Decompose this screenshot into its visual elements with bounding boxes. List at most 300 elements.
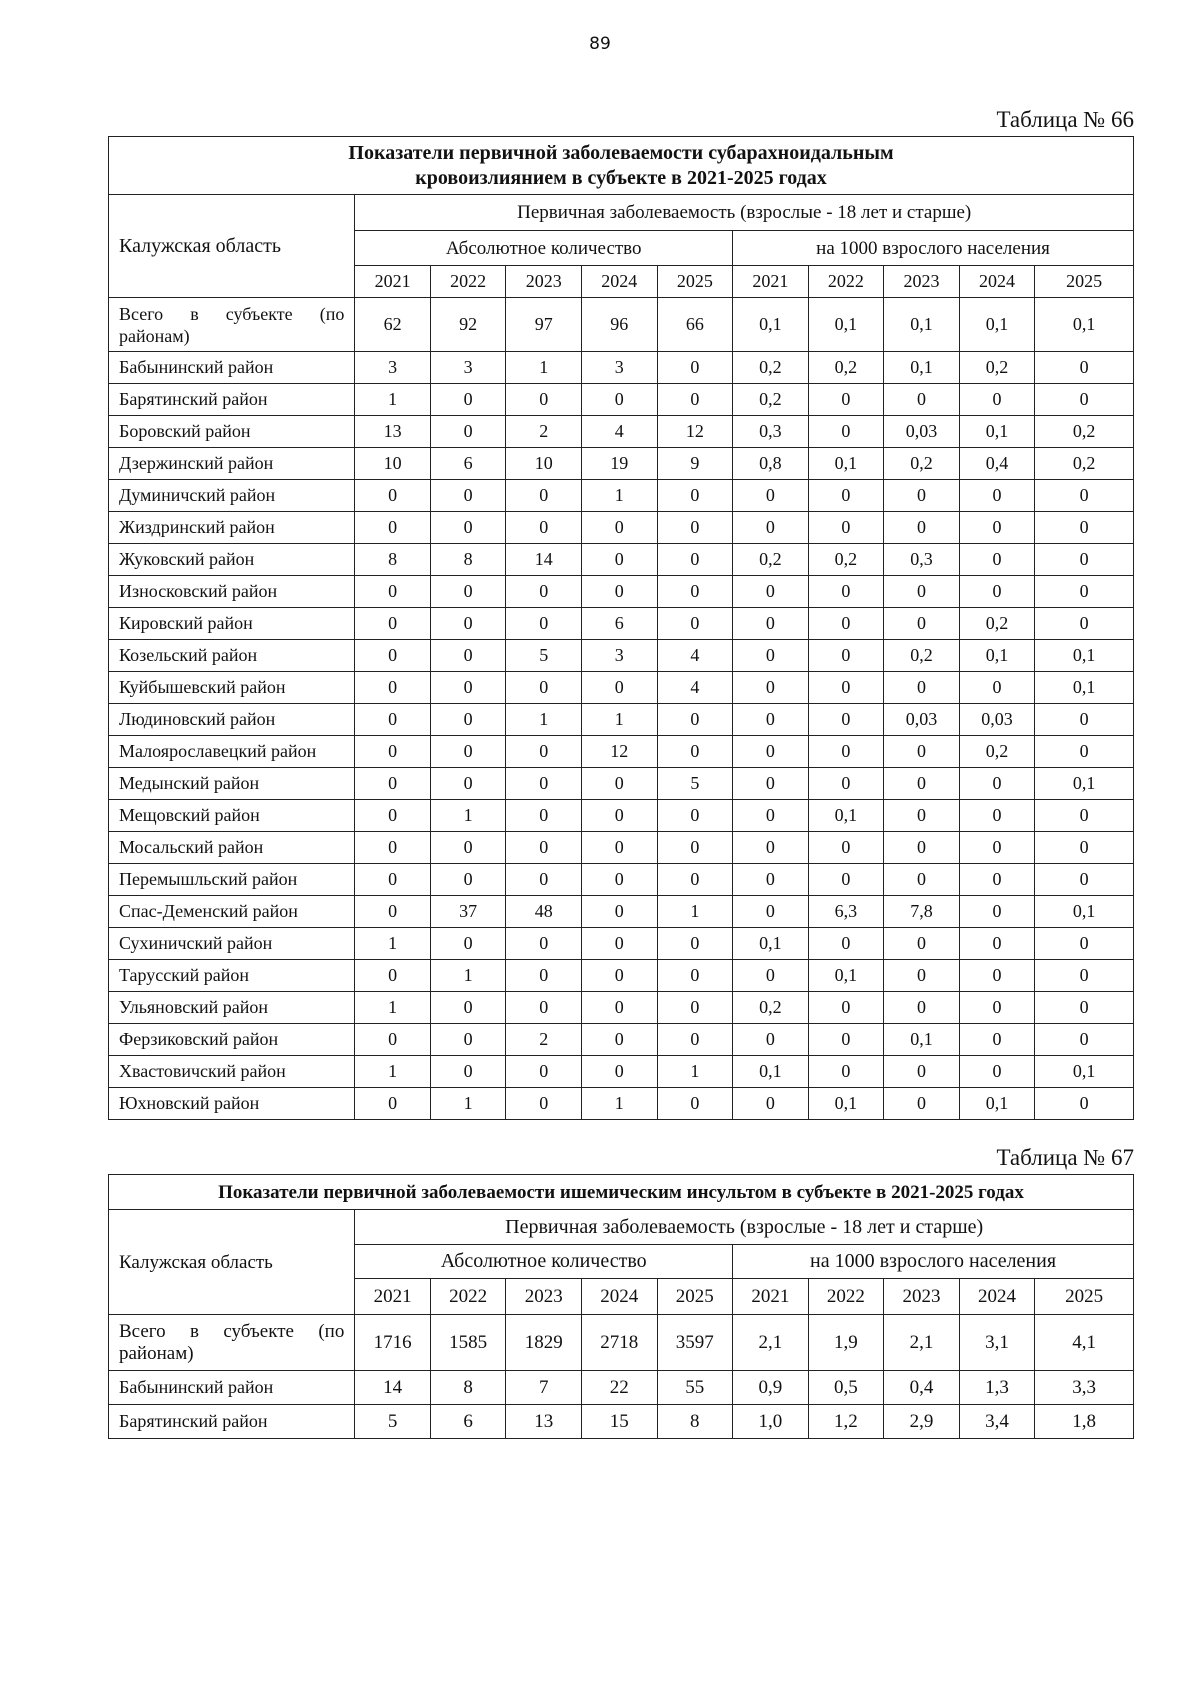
value-cell: 97 xyxy=(506,298,582,352)
value-cell: 0,2 xyxy=(959,352,1035,384)
year-header: 2022 xyxy=(430,1279,506,1315)
value-cell: 0,1 xyxy=(1035,640,1134,672)
value-cell: 0 xyxy=(355,800,431,832)
value-cell: 1,0 xyxy=(733,1405,809,1439)
value-cell: 0 xyxy=(733,960,809,992)
value-cell: 0 xyxy=(430,640,506,672)
table-66-caption: Таблица № 66 xyxy=(996,107,1134,132)
value-cell: 13 xyxy=(355,416,431,448)
table-67-caption: Таблица № 67 xyxy=(996,1145,1134,1170)
value-cell: 0 xyxy=(808,416,884,448)
table-row xyxy=(109,992,1134,1024)
value-cell: 12 xyxy=(657,416,733,448)
value-cell: 0 xyxy=(355,480,431,512)
region-name: Козельский район xyxy=(109,640,355,672)
value-cell: 0 xyxy=(582,896,658,928)
value-cell: 19 xyxy=(582,448,658,480)
value-cell: 0 xyxy=(430,704,506,736)
value-cell: 0 xyxy=(959,992,1035,1024)
value-cell: 0 xyxy=(884,1056,960,1088)
value-cell: 0 xyxy=(733,1088,809,1120)
value-cell: 0,2 xyxy=(959,608,1035,640)
table-row xyxy=(109,1405,1134,1439)
value-cell: 3 xyxy=(430,352,506,384)
region-name: Износковский район xyxy=(109,576,355,608)
value-cell: 0 xyxy=(733,480,809,512)
value-cell: 0,2 xyxy=(1035,448,1134,480)
value-cell: 1 xyxy=(582,704,658,736)
value-cell: 8 xyxy=(355,544,431,576)
value-cell: 0 xyxy=(657,832,733,864)
value-cell: 0 xyxy=(1035,608,1134,640)
value-cell: 0,1 xyxy=(959,416,1035,448)
value-cell: 1 xyxy=(506,352,582,384)
value-cell: 0 xyxy=(506,800,582,832)
table-66-header-main: Первичная заболеваемость (взрослые - 18 лет и старше) xyxy=(355,195,1134,231)
value-cell: 0,1 xyxy=(733,928,809,960)
value-cell: 0 xyxy=(582,384,658,416)
value-cell: 0 xyxy=(884,800,960,832)
region-name: Бабынинский район xyxy=(109,352,355,384)
value-cell: 0 xyxy=(355,1024,431,1056)
value-cell: 0,1 xyxy=(959,298,1035,352)
value-cell: 0 xyxy=(884,928,960,960)
value-cell: 0 xyxy=(582,832,658,864)
value-cell: 0 xyxy=(430,672,506,704)
value-cell: 0 xyxy=(430,864,506,896)
value-cell: 0 xyxy=(808,480,884,512)
value-cell: 0 xyxy=(884,736,960,768)
value-cell: 0 xyxy=(657,800,733,832)
value-cell: 22 xyxy=(581,1371,657,1405)
value-cell: 3,1 xyxy=(959,1315,1035,1371)
value-cell: 0 xyxy=(959,832,1035,864)
value-cell: 1 xyxy=(582,480,658,512)
value-cell: 1585 xyxy=(430,1315,506,1371)
value-cell: 0 xyxy=(355,640,431,672)
value-cell: 0 xyxy=(506,928,582,960)
value-cell: 0 xyxy=(1035,960,1134,992)
value-cell: 0 xyxy=(733,864,809,896)
year-header: 2024 xyxy=(582,266,658,298)
table-total-row xyxy=(109,298,1134,352)
year-header: 2025 xyxy=(657,266,733,298)
table-row xyxy=(109,384,1134,416)
value-cell: 0 xyxy=(884,768,960,800)
value-cell: 1,2 xyxy=(808,1405,884,1439)
table-66-title xyxy=(109,137,1134,195)
value-cell: 0,1 xyxy=(733,1056,809,1088)
table-row xyxy=(109,544,1134,576)
value-cell: 4 xyxy=(657,640,733,672)
value-cell: 0 xyxy=(733,832,809,864)
table-row xyxy=(109,1088,1134,1120)
value-cell: 0 xyxy=(733,512,809,544)
value-cell: 0 xyxy=(808,512,884,544)
value-cell: 0 xyxy=(1035,384,1134,416)
value-cell: 0 xyxy=(506,992,582,1024)
value-cell: 1 xyxy=(430,800,506,832)
value-cell: 1 xyxy=(355,1056,431,1088)
value-cell: 0 xyxy=(733,672,809,704)
value-cell: 0 xyxy=(506,832,582,864)
region-name: Малоярославецкий район xyxy=(109,736,355,768)
value-cell: 0 xyxy=(808,1024,884,1056)
value-cell: 0 xyxy=(657,512,733,544)
value-cell: 4 xyxy=(582,416,658,448)
value-cell: 1829 xyxy=(506,1315,582,1371)
table-row xyxy=(109,736,1134,768)
value-cell: 0 xyxy=(657,576,733,608)
value-cell: 0 xyxy=(506,960,582,992)
value-cell: 2,9 xyxy=(884,1405,960,1439)
value-cell: 0 xyxy=(884,672,960,704)
table-66-title-line-1: Показатели первичной заболеваемости субарахноидальным xyxy=(348,141,894,164)
year-header: 2023 xyxy=(884,266,960,298)
table-67-title-row xyxy=(109,1175,1134,1210)
value-cell: 0 xyxy=(733,704,809,736)
value-cell: 0 xyxy=(657,1024,733,1056)
table-66-body xyxy=(109,298,1134,1120)
value-cell: 0 xyxy=(959,1024,1035,1056)
value-cell: 48 xyxy=(506,896,582,928)
region-name: Людиновский район xyxy=(109,704,355,736)
value-cell: 0 xyxy=(1035,352,1134,384)
value-cell: 0,3 xyxy=(884,544,960,576)
table-row xyxy=(109,608,1134,640)
year-header: 2023 xyxy=(506,1279,582,1315)
value-cell: 0 xyxy=(1035,704,1134,736)
value-cell: 0 xyxy=(808,992,884,1024)
year-header: 2025 xyxy=(657,1279,733,1315)
year-header: 2023 xyxy=(506,266,582,298)
value-cell: 1 xyxy=(657,1056,733,1088)
value-cell: 0 xyxy=(657,704,733,736)
value-cell: 0,1 xyxy=(884,1024,960,1056)
region-name: Боровский район xyxy=(109,416,355,448)
value-cell: 0 xyxy=(506,576,582,608)
value-cell: 1,3 xyxy=(959,1371,1035,1405)
value-cell: 0 xyxy=(959,768,1035,800)
value-cell: 0 xyxy=(959,672,1035,704)
value-cell: 0 xyxy=(355,672,431,704)
table-67-title: Показатели первичной заболеваемости ишемическим инсультом в субъекте в 2021-2025 годах xyxy=(109,1175,1134,1210)
value-cell: 0 xyxy=(657,1088,733,1120)
value-cell: 0 xyxy=(808,384,884,416)
value-cell: 0 xyxy=(506,768,582,800)
value-cell: 0 xyxy=(733,800,809,832)
value-cell: 0 xyxy=(884,1088,960,1120)
value-cell: 0 xyxy=(959,928,1035,960)
value-cell: 0,2 xyxy=(733,544,809,576)
value-cell: 0,3 xyxy=(733,416,809,448)
value-cell: 0 xyxy=(430,480,506,512)
value-cell: 5 xyxy=(657,768,733,800)
year-header: 2021 xyxy=(355,266,431,298)
value-cell: 6 xyxy=(582,608,658,640)
value-cell: 3,4 xyxy=(959,1405,1035,1439)
table-row xyxy=(109,800,1134,832)
value-cell: 0 xyxy=(959,960,1035,992)
value-cell: 0,2 xyxy=(808,544,884,576)
table-row xyxy=(109,896,1134,928)
value-cell: 0 xyxy=(1035,928,1134,960)
value-cell: 0,5 xyxy=(808,1371,884,1405)
value-cell: 0,9 xyxy=(733,1371,809,1405)
table-row xyxy=(109,1056,1134,1088)
region-name: Перемышльский район xyxy=(109,864,355,896)
value-cell: 0 xyxy=(582,576,658,608)
value-cell: 0 xyxy=(582,928,658,960)
value-cell: 0,1 xyxy=(1035,1056,1134,1088)
table-row xyxy=(109,864,1134,896)
value-cell: 0 xyxy=(884,608,960,640)
table-row xyxy=(109,1371,1134,1405)
value-cell: 1 xyxy=(657,896,733,928)
table-total-row xyxy=(109,1315,1134,1371)
value-cell: 0,1 xyxy=(808,1088,884,1120)
table-row xyxy=(109,576,1134,608)
year-header: 2024 xyxy=(581,1279,657,1315)
table-67-header-row-1 xyxy=(109,1210,1134,1245)
value-cell: 5 xyxy=(355,1405,431,1439)
value-cell: 0,1 xyxy=(1035,672,1134,704)
value-cell: 0,1 xyxy=(808,960,884,992)
value-cell: 13 xyxy=(506,1405,582,1439)
value-cell: 2 xyxy=(506,416,582,448)
value-cell: 1,9 xyxy=(808,1315,884,1371)
value-cell: 2,1 xyxy=(733,1315,809,1371)
value-cell: 0 xyxy=(430,832,506,864)
value-cell: 0 xyxy=(959,576,1035,608)
table-row xyxy=(109,640,1134,672)
value-cell: 0,2 xyxy=(884,640,960,672)
value-cell: 2718 xyxy=(581,1315,657,1371)
page-number: 89 xyxy=(589,34,611,54)
value-cell: 0 xyxy=(582,992,658,1024)
value-cell: 0,2 xyxy=(733,992,809,1024)
value-cell: 0 xyxy=(355,704,431,736)
value-cell: 0,2 xyxy=(959,736,1035,768)
value-cell: 0 xyxy=(1035,736,1134,768)
year-header: 2025 xyxy=(1035,266,1134,298)
value-cell: 0,1 xyxy=(884,298,960,352)
value-cell: 7,8 xyxy=(884,896,960,928)
value-cell: 1,8 xyxy=(1035,1405,1134,1439)
table-row xyxy=(109,960,1134,992)
value-cell: 0 xyxy=(808,608,884,640)
value-cell: 8 xyxy=(430,1371,506,1405)
total-label: Всего в субъекте (по районам) xyxy=(109,1315,355,1371)
region-name: Кировский район xyxy=(109,608,355,640)
value-cell: 0 xyxy=(657,608,733,640)
year-header: 2024 xyxy=(959,266,1035,298)
value-cell: 0 xyxy=(959,1056,1035,1088)
table-67-header-main: Первичная заболеваемость (взрослые - 18 лет и старше) xyxy=(355,1210,1134,1245)
value-cell: 0 xyxy=(808,576,884,608)
value-cell: 0 xyxy=(733,608,809,640)
year-header: 2023 xyxy=(884,1279,960,1315)
value-cell: 0,1 xyxy=(808,448,884,480)
value-cell: 0 xyxy=(582,768,658,800)
value-cell: 9 xyxy=(657,448,733,480)
value-cell: 0 xyxy=(959,864,1035,896)
value-cell: 0 xyxy=(430,992,506,1024)
table-row xyxy=(109,832,1134,864)
value-cell: 0 xyxy=(808,736,884,768)
value-cell: 0 xyxy=(884,512,960,544)
value-cell: 0 xyxy=(1035,1024,1134,1056)
value-cell: 0 xyxy=(1035,512,1134,544)
year-header: 2022 xyxy=(808,1279,884,1315)
value-cell: 55 xyxy=(657,1371,733,1405)
value-cell: 0 xyxy=(959,384,1035,416)
value-cell: 0 xyxy=(582,544,658,576)
value-cell: 0 xyxy=(506,608,582,640)
value-cell: 0,1 xyxy=(959,640,1035,672)
value-cell: 0 xyxy=(1035,800,1134,832)
value-cell: 0 xyxy=(506,384,582,416)
value-cell: 5 xyxy=(506,640,582,672)
value-cell: 92 xyxy=(430,298,506,352)
value-cell: 0 xyxy=(506,736,582,768)
value-cell: 6 xyxy=(430,448,506,480)
value-cell: 0 xyxy=(430,736,506,768)
value-cell: 0 xyxy=(808,928,884,960)
value-cell: 66 xyxy=(657,298,733,352)
value-cell: 0,2 xyxy=(733,384,809,416)
value-cell: 1 xyxy=(430,960,506,992)
region-name: Юхновский район xyxy=(109,1088,355,1120)
value-cell: 3 xyxy=(582,352,658,384)
value-cell: 0 xyxy=(959,896,1035,928)
value-cell: 0 xyxy=(657,992,733,1024)
region-name: Хвастовичский район xyxy=(109,1056,355,1088)
table-67-header-absolute: Абсолютное количество xyxy=(355,1245,733,1279)
table-row xyxy=(109,352,1134,384)
value-cell: 1 xyxy=(355,384,431,416)
region-name: Куйбышевский район xyxy=(109,672,355,704)
year-header: 2022 xyxy=(808,266,884,298)
value-cell: 3597 xyxy=(657,1315,733,1371)
table-row xyxy=(109,512,1134,544)
region-name: Мосальский район xyxy=(109,832,355,864)
value-cell: 0 xyxy=(657,864,733,896)
value-cell: 0 xyxy=(506,1088,582,1120)
value-cell: 0,03 xyxy=(884,704,960,736)
value-cell: 0 xyxy=(884,864,960,896)
table-row xyxy=(109,672,1134,704)
region-name: Спас-Деменский район xyxy=(109,896,355,928)
region-name: Тарусский район xyxy=(109,960,355,992)
value-cell: 0 xyxy=(657,544,733,576)
year-header: 2021 xyxy=(733,266,809,298)
value-cell: 0,4 xyxy=(884,1371,960,1405)
table-67-area-label: Калужская область xyxy=(109,1210,355,1315)
value-cell: 0 xyxy=(355,736,431,768)
value-cell: 3 xyxy=(355,352,431,384)
value-cell: 0,1 xyxy=(884,352,960,384)
value-cell: 0,4 xyxy=(959,448,1035,480)
value-cell: 0 xyxy=(657,480,733,512)
value-cell: 0 xyxy=(1035,864,1134,896)
value-cell: 0 xyxy=(657,928,733,960)
region-name: Сухиничский район xyxy=(109,928,355,960)
value-cell: 0 xyxy=(808,864,884,896)
value-cell: 0 xyxy=(506,864,582,896)
value-cell: 0 xyxy=(733,768,809,800)
value-cell: 14 xyxy=(506,544,582,576)
value-cell: 0 xyxy=(884,960,960,992)
region-name: Жуковский район xyxy=(109,544,355,576)
value-cell: 0,1 xyxy=(1035,768,1134,800)
year-header: 2021 xyxy=(733,1279,809,1315)
value-cell: 0 xyxy=(808,768,884,800)
value-cell: 1 xyxy=(582,1088,658,1120)
value-cell: 0 xyxy=(808,640,884,672)
table-row xyxy=(109,768,1134,800)
table-row xyxy=(109,928,1134,960)
value-cell: 0 xyxy=(582,864,658,896)
value-cell: 0 xyxy=(808,1056,884,1088)
value-cell: 0 xyxy=(733,896,809,928)
value-cell: 0 xyxy=(808,832,884,864)
region-name: Мещовский район xyxy=(109,800,355,832)
table-66-title-row xyxy=(109,137,1134,195)
value-cell: 0,03 xyxy=(884,416,960,448)
value-cell: 0 xyxy=(1035,1088,1134,1120)
region-name: Дзержинский район xyxy=(109,448,355,480)
value-cell: 1 xyxy=(506,704,582,736)
value-cell: 0,8 xyxy=(733,448,809,480)
value-cell: 0 xyxy=(430,608,506,640)
value-cell: 4,1 xyxy=(1035,1315,1134,1371)
value-cell: 14 xyxy=(355,1371,431,1405)
value-cell: 0 xyxy=(582,1024,658,1056)
region-name: Жиздринский район xyxy=(109,512,355,544)
value-cell: 1 xyxy=(355,992,431,1024)
value-cell: 0 xyxy=(1035,832,1134,864)
value-cell: 0,1 xyxy=(808,800,884,832)
value-cell: 0,1 xyxy=(808,298,884,352)
value-cell: 0 xyxy=(582,1056,658,1088)
value-cell: 0,2 xyxy=(808,352,884,384)
value-cell: 8 xyxy=(430,544,506,576)
year-header: 2025 xyxy=(1035,1279,1134,1315)
value-cell: 0 xyxy=(582,512,658,544)
table-66-header-row-1 xyxy=(109,195,1134,231)
value-cell: 0 xyxy=(959,800,1035,832)
value-cell: 0,2 xyxy=(884,448,960,480)
region-name: Ульяновский район xyxy=(109,992,355,1024)
value-cell: 0 xyxy=(506,512,582,544)
value-cell: 3 xyxy=(582,640,658,672)
value-cell: 0 xyxy=(733,576,809,608)
value-cell: 8 xyxy=(657,1405,733,1439)
value-cell: 0 xyxy=(430,1056,506,1088)
value-cell: 0 xyxy=(657,960,733,992)
value-cell: 0 xyxy=(430,1024,506,1056)
value-cell: 0 xyxy=(355,1088,431,1120)
value-cell: 0 xyxy=(355,608,431,640)
value-cell: 0 xyxy=(733,736,809,768)
value-cell: 3,3 xyxy=(1035,1371,1134,1405)
value-cell: 0 xyxy=(355,864,431,896)
table-row xyxy=(109,704,1134,736)
value-cell: 0,2 xyxy=(733,352,809,384)
table-67 xyxy=(108,1174,1134,1439)
table-row xyxy=(109,1024,1134,1056)
